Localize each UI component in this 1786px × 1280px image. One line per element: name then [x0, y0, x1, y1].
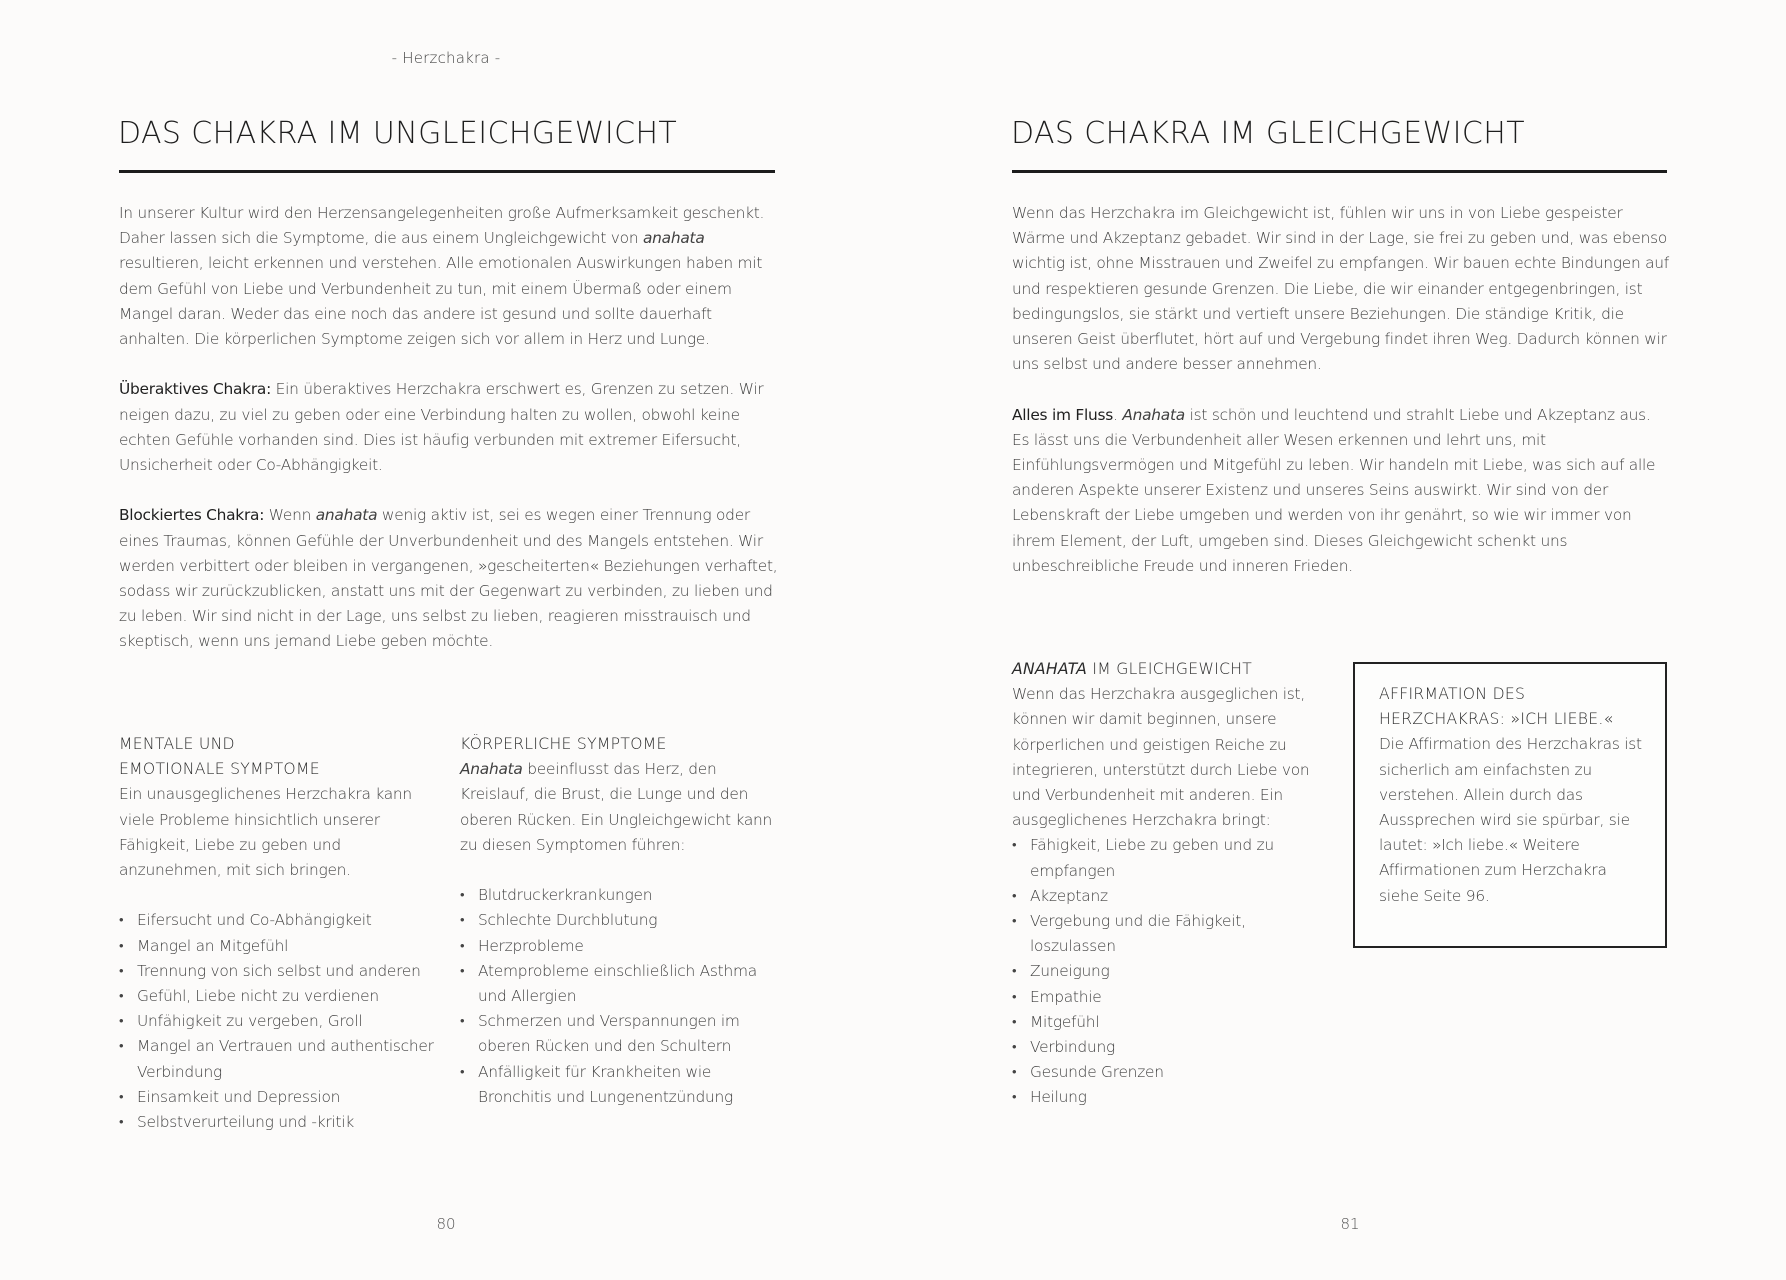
left-title-rule: [119, 170, 775, 173]
list-item: • Empathie: [1012, 985, 1332, 1010]
right-title-rule: [1012, 170, 1667, 173]
mental-symptoms-list: [119, 908, 439, 1135]
balance-heading: ANAHATA IM GLEICHGEWICHT: [1012, 660, 1253, 678]
affirmation-heading: AFFIRMATION DES HERZCHAKRAS: »ICH LIEBE.«: [1379, 685, 1614, 729]
balance-section: [1012, 657, 1332, 1111]
physical-symptoms-heading: KÖRPERLICHE SYMPTOME: [460, 735, 667, 753]
list-item: • Unfähigkeit zu vergeben, Groll: [119, 1009, 439, 1034]
physical-symptoms-list: [460, 883, 778, 1110]
list-item: • Atemprobleme einschließlich Asthma und Allergien: [460, 959, 778, 1009]
running-head: - Herzchakra -: [391, 49, 501, 67]
list-item: • Gefühl, Liebe nicht zu verdienen: [119, 984, 439, 1009]
right-page-title: DAS CHAKRA IM GLEICHGEWICHT: [1011, 116, 1525, 151]
list-item: • Vergebung und die Fähigkeit, loszulassen: [1012, 909, 1332, 959]
list-item: • Schmerzen und Verspannungen im oberen Rücken und den Schultern: [460, 1009, 778, 1059]
list-item: • Schlechte Durchblutung: [460, 908, 778, 933]
list-item: • Einsamkeit und Depression: [119, 1085, 439, 1110]
physical-symptoms-section: [460, 732, 778, 1110]
left-main-text: [119, 201, 779, 655]
list-item: • Zuneigung: [1012, 959, 1332, 984]
list-item: • Fähigkeit, Liebe zu geben und zu empfangen: [1012, 833, 1332, 883]
intro-paragraph: In unserer Kultur wird den Herzensangelegenheiten große Aufmerksamkeit geschenkt. Daher lassen sich die Symptome, die aus einem Ungleichgewicht von anahata resultieren, leicht erkennen und verstehen. Alle emotionalen Auswirkungen haben mit dem Gefühl von Liebe und Verbundenheit zu tun, mit einem Übermaß oder einem Mangel daran. Weder das eine noch das andere ist gesund und sollte dauerhaft anhalten. Die körperlichen Symptome zeigen sich vor allem in Herz und Lunge.: [119, 204, 765, 349]
affirmation-text: Die Affirmation des Herzchakras ist sicherlich am einfachsten zu verstehen. Allein durch das Aussprechen wird sie spürbar, sie lautet: »Ich liebe.« Weitere Affirmationen zum Herzchakra siehe Seite 96.: [1379, 735, 1642, 905]
balance-intro-paragraph: Wenn das Herzchakra im Gleichgewicht ist, fühlen wir uns in von Liebe gespeister Wärme und Akzeptanz gebadet. Wir sind in der Lage, sie frei zu geben und, was ebenso wichtig ist, ohne Misstrauen und Zweifel zu empfangen. Wir bauen echte Bindungen auf und respektieren gesunde Grenzen. Die Liebe, die wir einander entgegenbringen, ist bedingungslos, sie stärkt und vertieft unsere Beziehungen. Die ständige Kritik, die unseren Geist überflutet, hört auf und Vergebung findet ihren Weg. Dadurch können wir uns selbst und andere besser annehmen.: [1012, 204, 1669, 374]
left-page-title: DAS CHAKRA IM UNGLEICHGEWICHT: [118, 116, 678, 151]
list-item: • Trennung von sich selbst und anderen: [119, 959, 439, 984]
list-item: • Eifersucht und Co-Abhängigkeit: [119, 908, 439, 933]
overactive-lead: Überaktives Chakra:: [119, 380, 272, 399]
flow-paragraph: Alles im Fluss. Anahata ist schön und leuchtend und strahlt Liebe und Akzeptanz aus. Es lässt uns die Verbundenheit aller Wesen erkennen und lehrt uns, mit Einfühlungsvermögen und Mitgefühl zu leben. Wir handeln mit Liebe, was sich auf alle anderen Aspekte unserer Existenz und unseres Seins auswirkt. Wir sind von der Lebenskraft der Liebe umgeben und werden von ihr genährt, so wie wir immer von ihrem Element, der Luft, umgeben sind. Dieses Gleichgewicht schenkt uns unbeschreibliche Freude und inneren Frieden.: [1012, 405, 1656, 575]
right-main-text: [1012, 201, 1672, 579]
list-item: • Mitgefühl: [1012, 1010, 1332, 1035]
mental-symptoms-section: [119, 732, 439, 1135]
page-number-right: 81: [1340, 1215, 1360, 1233]
list-item: • Mangel an Mitgefühl: [119, 934, 439, 959]
list-item: • Akzeptanz: [1012, 884, 1332, 909]
list-item: • Gesunde Grenzen: [1012, 1060, 1332, 1085]
list-item: • Heilung: [1012, 1085, 1332, 1110]
balance-text: Wenn das Herzchakra ausgeglichen ist, können wir damit beginnen, unsere körperlichen und geistigen Reiche zu integrieren, unterstützt durch Liebe von und Verbundenheit mit anderen. Ein ausgeglichenes Herzchakra bringt:: [1012, 685, 1310, 830]
anahata-term: anahata: [642, 229, 705, 248]
overactive-paragraph: Überaktives Chakra: Ein überaktives Herzchakra erschwert es, Grenzen zu setzen. Wir neigen dazu, zu viel zu geben oder eine Verbindung halten zu wollen, obwohl keine echten Gefühle vorhanden sind. Dies ist häufig verbunden mit extremer Eifersucht, Unsicherheit oder Co-Abhängigkeit.: [119, 380, 764, 475]
blocked-paragraph: Blockiertes Chakra: Wenn anahata wenig aktiv ist, sei es wegen einer Trennung oder eines Traumas, können Gefühle der Unverbundenheit und des Mangels entstehen. Wir werden verbittert oder bleiben in vergangenen, »gescheiterten« Beziehungen verhaftet, sodass wir zurückzublicken, anstatt uns mit der Gegenwart zu verbinden, zu lieben und zu leben. Wir sind nicht in der Lage, uns selbst zu lieben, reagieren misstrauisch und skeptisch, wenn uns jemand Liebe geben möchte.: [119, 506, 778, 651]
list-item: • Mangel an Vertrauen und authentischer Verbindung: [119, 1034, 439, 1084]
page-number-left: 80: [436, 1215, 456, 1233]
list-item: • Selbstverurteilung und -kritik: [119, 1110, 439, 1135]
mental-symptoms-heading: MENTALE UND EMOTIONALE SYMPTOME: [119, 735, 320, 779]
affirmation-box: [1353, 662, 1667, 948]
mental-symptoms-text: Ein unausgeglichenes Herzchakra kann viele Probleme hinsichtlich unserer Fähigkeit, Liebe zu geben und anzunehmen, mit sich bringen.: [119, 785, 412, 880]
blocked-lead: Blockiertes Chakra:: [119, 506, 265, 525]
physical-symptoms-text: Anahata beeinflusst das Herz, den Kreislauf, die Brust, die Lunge und den oberen Rücken. Ein Ungleichgewicht kann zu diesen Symptomen führen:: [460, 760, 773, 854]
list-item: • Anfälligkeit für Krankheiten wie Bronchitis und Lungenentzündung: [460, 1060, 778, 1110]
list-item: • Blutdruckerkrankungen: [460, 883, 778, 908]
list-item: • Verbindung: [1012, 1035, 1332, 1060]
list-item: • Herzprobleme: [460, 934, 778, 959]
flow-lead: Alles im Fluss: [1012, 405, 1114, 424]
balance-list: [1012, 833, 1332, 1110]
